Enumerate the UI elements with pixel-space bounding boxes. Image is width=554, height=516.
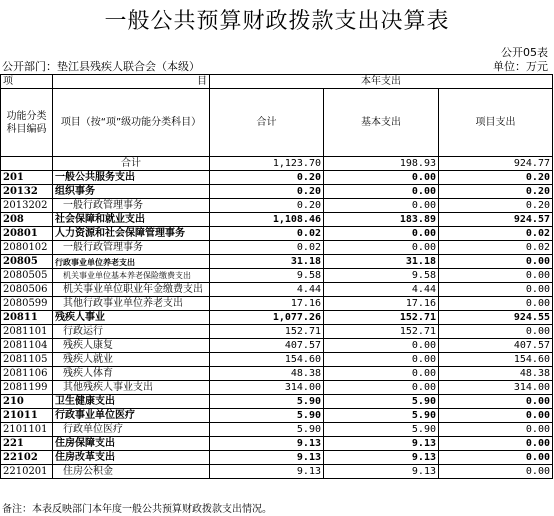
- table-row: [1, 283, 553, 297]
- row-name: 行政单位医疗: [53, 423, 210, 437]
- row-code: 221: [1, 437, 53, 451]
- table-row: [1, 409, 553, 423]
- table-row: [1, 353, 553, 367]
- row-code: 2210201: [1, 465, 53, 479]
- row-project: 314.00: [439, 381, 553, 395]
- table-row: [1, 199, 553, 213]
- row-name: 卫生健康支出: [53, 395, 210, 409]
- row-code: 2080505: [1, 269, 53, 283]
- row-basic: 152.71: [324, 325, 439, 339]
- row-project: 924.55: [439, 311, 553, 325]
- row-total: 9.13: [210, 451, 324, 465]
- total-total: 1,123.70: [210, 157, 324, 171]
- row-basic: 31.18: [324, 255, 439, 269]
- row-code: 2081199: [1, 381, 53, 395]
- row-total: 9.13: [210, 465, 324, 479]
- row-name: 残疾人体育: [53, 367, 210, 381]
- row-code: 20132: [1, 185, 53, 199]
- row-name: 其他行政事业单位养老支出: [53, 297, 210, 311]
- table-row: [1, 311, 553, 325]
- row-project: 0.02: [439, 241, 553, 255]
- row-project: 48.38: [439, 367, 553, 381]
- row-total: 5.90: [210, 395, 324, 409]
- row-total: 407.57: [210, 339, 324, 353]
- row-code: 208: [1, 213, 53, 227]
- row-basic: 9.13: [324, 465, 439, 479]
- row-name: 住房公积金: [53, 465, 210, 479]
- row-total: 31.18: [210, 255, 324, 269]
- row-basic: 17.16: [324, 297, 439, 311]
- row-code: 210: [1, 395, 53, 409]
- row-code: 20811: [1, 311, 53, 325]
- table-row: [1, 423, 553, 437]
- row-basic: 5.90: [324, 423, 439, 437]
- unit-label: 单位：万元: [493, 60, 548, 73]
- row-project: 407.57: [439, 339, 553, 353]
- row-name: 人力资源和社会保障管理事务: [53, 227, 210, 241]
- row-project: 0.00: [439, 283, 553, 297]
- row-basic: 0.00: [324, 367, 439, 381]
- row-code: 20801: [1, 227, 53, 241]
- header-item2: 目: [53, 75, 210, 89]
- header-current-year: 本年支出: [210, 75, 553, 89]
- row-project: 0.00: [439, 409, 553, 423]
- row-code: 201: [1, 171, 53, 185]
- row-name: 残疾人就业: [53, 353, 210, 367]
- table-row: [1, 367, 553, 381]
- row-total: 9.13: [210, 437, 324, 451]
- row-project: 0.00: [439, 325, 553, 339]
- header-total: 合计: [210, 89, 324, 157]
- row-basic: 0.00: [324, 227, 439, 241]
- row-project: 0.00: [439, 451, 553, 465]
- row-basic: 0.00: [324, 185, 439, 199]
- expenditure-table: [0, 74, 553, 479]
- table-row: [1, 437, 553, 451]
- table-row: [1, 227, 553, 241]
- row-project: 924.57: [439, 213, 553, 227]
- row-name: 残疾人康复: [53, 339, 210, 353]
- row-project: 0.20: [439, 171, 553, 185]
- row-name: 住房改革支出: [53, 451, 210, 465]
- row-project: 0.02: [439, 227, 553, 241]
- row-basic: 5.90: [324, 409, 439, 423]
- row-total: 154.60: [210, 353, 324, 367]
- table-row: [1, 213, 553, 227]
- row-name: 住房保障支出: [53, 437, 210, 451]
- row-total: 1,077.26: [210, 311, 324, 325]
- row-name: 行政事业单位医疗: [53, 409, 210, 423]
- row-name: 一般行政管理事务: [53, 199, 210, 213]
- total-project: 924.77: [439, 157, 553, 171]
- table-row: [1, 255, 553, 269]
- row-name: 残疾人事业: [53, 311, 210, 325]
- table-row: [1, 465, 553, 479]
- table-row: [1, 339, 553, 353]
- table-row: [1, 395, 553, 409]
- row-code: 2013202: [1, 199, 53, 213]
- row-basic: 152.71: [324, 311, 439, 325]
- row-code: 2081101: [1, 325, 53, 339]
- row-code: 2081105: [1, 353, 53, 367]
- row-project: 0.00: [439, 423, 553, 437]
- total-row: [1, 157, 553, 171]
- row-total: 4.44: [210, 283, 324, 297]
- department-label: 公开部门：垫江县残疾人联合会（本级）: [2, 60, 200, 73]
- row-project: 0.20: [439, 199, 553, 213]
- total-basic: 198.93: [324, 157, 439, 171]
- row-total: 0.20: [210, 185, 324, 199]
- row-name: 行政事业单位养老支出: [53, 255, 210, 269]
- row-total: 48.38: [210, 367, 324, 381]
- table-row: [1, 451, 553, 465]
- table-row: [1, 171, 553, 185]
- row-code: 2081106: [1, 367, 53, 381]
- row-code: 2080599: [1, 297, 53, 311]
- header-basic: 基本支出: [324, 89, 439, 157]
- row-code: 22102: [1, 451, 53, 465]
- table-row: [1, 241, 553, 255]
- row-name: 机关事业单位基本养老保险缴费支出: [53, 269, 210, 283]
- table-row: [1, 381, 553, 395]
- footnote: 备注：本表反映部门本年度一般公共预算财政拨款支出情况。: [2, 504, 272, 515]
- row-total: 152.71: [210, 325, 324, 339]
- table-row: [1, 325, 553, 339]
- row-code: 2081104: [1, 339, 53, 353]
- row-project: 0.00: [439, 269, 553, 283]
- row-name: 机关事业单位职业年金缴费支出: [53, 283, 210, 297]
- row-project: 0.20: [439, 185, 553, 199]
- total-label: 合计: [53, 157, 210, 171]
- row-basic: 0.00: [324, 339, 439, 353]
- row-total: 17.16: [210, 297, 324, 311]
- row-total: 0.02: [210, 241, 324, 255]
- row-basic: 0.00: [324, 199, 439, 213]
- row-basic: 9.13: [324, 437, 439, 451]
- row-basic: 5.90: [324, 395, 439, 409]
- row-project: 0.00: [439, 465, 553, 479]
- row-total: 9.58: [210, 269, 324, 283]
- row-total: 5.90: [210, 423, 324, 437]
- table-row: [1, 185, 553, 199]
- row-total: 0.02: [210, 227, 324, 241]
- row-basic: 0.00: [324, 381, 439, 395]
- table-row: [1, 269, 553, 283]
- row-name: 组织事务: [53, 185, 210, 199]
- row-name: 行政运行: [53, 325, 210, 339]
- row-code: 20805: [1, 255, 53, 269]
- row-code: 2101101: [1, 423, 53, 437]
- header-item: 项: [1, 75, 53, 89]
- row-basic: 0.00: [324, 241, 439, 255]
- row-project: 0.00: [439, 437, 553, 451]
- row-total: 0.20: [210, 171, 324, 185]
- row-name: 社会保障和就业支出: [53, 213, 210, 227]
- row-basic: 9.58: [324, 269, 439, 283]
- row-basic: 9.13: [324, 451, 439, 465]
- header-name: 项目（按“项”级功能分类科目）: [53, 89, 210, 157]
- row-project: 154.60: [439, 353, 553, 367]
- row-code: 21011: [1, 409, 53, 423]
- row-project: 0.00: [439, 255, 553, 269]
- row-basic: 183.89: [324, 213, 439, 227]
- row-name: 一般公共服务支出: [53, 171, 210, 185]
- row-basic: 0.00: [324, 353, 439, 367]
- row-total: 0.20: [210, 199, 324, 213]
- row-project: 0.00: [439, 297, 553, 311]
- row-project: 0.00: [439, 395, 553, 409]
- row-total: 1,108.46: [210, 213, 324, 227]
- row-basic: 0.00: [324, 171, 439, 185]
- header-code: 功能分类科目编码: [1, 89, 53, 157]
- header-project: 项目支出: [439, 89, 553, 157]
- form-code: 公开05表: [501, 46, 548, 59]
- page-title: 一般公共预算财政拨款支出决算表: [104, 9, 450, 34]
- row-total: 314.00: [210, 381, 324, 395]
- row-name: 其他残疾人事业支出: [53, 381, 210, 395]
- row-code: 2080506: [1, 283, 53, 297]
- row-name: 一般行政管理事务: [53, 241, 210, 255]
- row-basic: 4.44: [324, 283, 439, 297]
- table-row: [1, 297, 553, 311]
- row-code: 2080102: [1, 241, 53, 255]
- row-total: 5.90: [210, 409, 324, 423]
